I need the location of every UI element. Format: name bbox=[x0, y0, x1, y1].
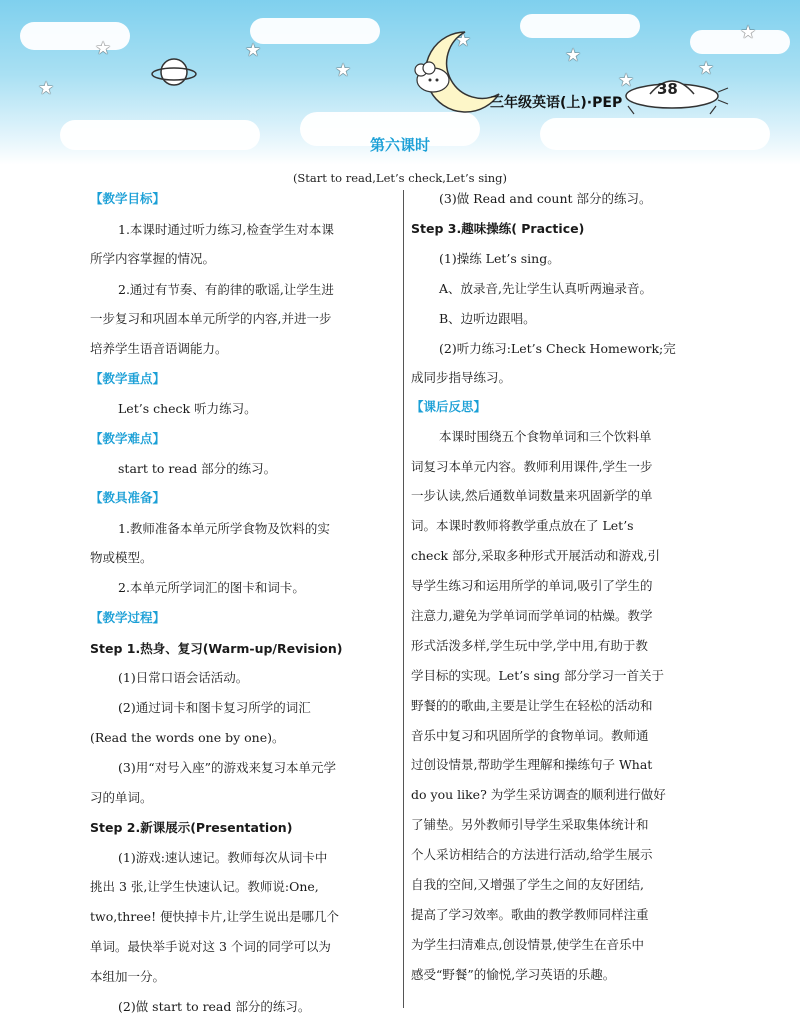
step-heading: Step 1.热身、复习(Warm-up/Revision) bbox=[90, 641, 343, 656]
star-icon: ★ bbox=[95, 38, 112, 59]
paragraph-line: A、放录音,先让学生认真听两遍录音。 bbox=[439, 281, 653, 296]
paragraph-line: 物或模型。 bbox=[90, 550, 153, 565]
paragraph-line: (2)通过词卡和图卡复习所学的词汇 bbox=[118, 700, 311, 715]
star-icon: ★ bbox=[38, 78, 55, 99]
reflection-line: 导学生练习和运用所学的单词,吸引了学生的 bbox=[411, 578, 653, 593]
cloud-decoration bbox=[250, 18, 380, 44]
reflection-line: 一步认读,然后通数单词数量来巩固新学的单 bbox=[411, 488, 653, 503]
reflection-line: 野餐的的歌曲,主要是让学生在轻松的活动和 bbox=[411, 698, 653, 713]
reflection-line: 注意力,避免为学单词而学单词的枯燥。教学 bbox=[411, 608, 653, 623]
star-icon: ★ bbox=[698, 58, 715, 79]
reflection-line: 音乐中复习和巩固所学的食物单词。教师通 bbox=[411, 728, 649, 743]
paragraph-line: (1)游戏:速认速记。教师每次从词卡中 bbox=[118, 850, 328, 865]
section-heading: 【教学难点】 bbox=[90, 431, 166, 446]
reflection-line: 形式活泼多样,学生玩中学,学中用,有助于教 bbox=[411, 638, 648, 653]
paragraph-line: B、边听边跟唱。 bbox=[439, 311, 536, 326]
paragraph-line: 1.本课时通过听力练习,检查学生对本课 bbox=[118, 222, 334, 237]
paragraph-line: 培养学生语音语调能力。 bbox=[90, 341, 228, 356]
reflection-line: 词。本课时教师将教学重点放在了 Let’s bbox=[411, 518, 634, 533]
paragraph-line: 一步复习和巩固本单元所学的内容,并进一步 bbox=[90, 311, 332, 326]
star-icon: ★ bbox=[335, 60, 352, 81]
section-heading: 【教具准备】 bbox=[90, 490, 166, 505]
step-heading: Step 3.趣味操练( Practice) bbox=[411, 221, 585, 236]
reflection-line: 了铺垫。另外教师引导学生采取集体统计和 bbox=[411, 817, 649, 832]
paragraph-line: (2)听力练习:Let’s Check Homework;完 bbox=[439, 341, 676, 356]
reflection-line: do you like? 为学生采访调查的顺利进行做好 bbox=[411, 787, 666, 802]
paragraph-line: (3)用“对号入座”的游戏来复习本单元学 bbox=[118, 760, 336, 775]
star-icon: ★ bbox=[740, 22, 757, 43]
paragraph-line: (3)做 Read and count 部分的练习。 bbox=[439, 191, 652, 206]
star-icon: ★ bbox=[245, 40, 262, 61]
paragraph-line: 成同步指导练习。 bbox=[411, 370, 512, 385]
paragraph-line: (1)操练 Let’s sing。 bbox=[439, 251, 560, 266]
paragraph-line: two,three! 便快掉卡片,让学生说出是哪几个 bbox=[90, 909, 340, 924]
page-number: 38 bbox=[657, 80, 678, 98]
paragraph-line: 1.教师准备本单元所学食物及饮料的实 bbox=[118, 521, 330, 536]
step-heading: Step 2.新课展示(Presentation) bbox=[90, 820, 293, 835]
grade-label: 三年级英语(上)·PEP bbox=[490, 95, 623, 111]
lesson-subtitle: (Start to read,Let’s check,Let’s sing) bbox=[292, 171, 508, 185]
column-divider bbox=[403, 190, 404, 1008]
star-icon: ★ bbox=[618, 70, 635, 91]
paragraph-line: (Read the words one by one)。 bbox=[90, 730, 285, 745]
paragraph-line: 本组加一分。 bbox=[90, 969, 166, 984]
reflection-line: 感受“野餐”的愉悦,学习英语的乐趣。 bbox=[411, 967, 616, 982]
star-icon: ★ bbox=[455, 30, 472, 51]
paragraph-line: 2.本单元所学词汇的图卡和词卡。 bbox=[118, 580, 305, 595]
reflection-line: 自我的空间,又增强了学生之间的友好团结, bbox=[411, 877, 644, 892]
lesson-title: 第六课时 bbox=[369, 136, 430, 154]
reflection-line: 本课时围绕五个食物单词和三个饮料单 bbox=[439, 429, 652, 444]
star-icon: ★ bbox=[565, 45, 582, 66]
section-heading: 【课后反思】 bbox=[411, 399, 487, 414]
section-heading: 【教学重点】 bbox=[90, 371, 166, 386]
reflection-line: check 部分,采取多种形式开展活动和游戏,引 bbox=[411, 548, 660, 563]
cloud-decoration bbox=[20, 22, 130, 50]
paragraph-line: 所学内容掌握的情况。 bbox=[90, 251, 216, 266]
section-heading: 【教学过程】 bbox=[90, 610, 166, 625]
paragraph-line: 习的单词。 bbox=[90, 790, 153, 805]
paragraph-line: 2.通过有节奏、有韵律的歌谣,让学生进 bbox=[118, 282, 334, 297]
reflection-line: 过创设情景,帮助学生理解和操练句子 What bbox=[411, 757, 653, 772]
section-heading: 【教学目标】 bbox=[90, 191, 166, 206]
planet-icon bbox=[150, 48, 198, 96]
paragraph-line: (2)做 start to read 部分的练习。 bbox=[118, 999, 311, 1014]
paragraph-line: Let’s check 听力练习。 bbox=[118, 401, 257, 416]
cloud-decoration bbox=[520, 14, 640, 38]
paragraph-line: (1)日常口语会话活动。 bbox=[118, 670, 249, 685]
paragraph-line: 单词。最快举手说对这 3 个词的同学可以为 bbox=[90, 939, 331, 954]
paragraph-line: 挑出 3 张,让学生快速认记。教师说:One, bbox=[90, 879, 319, 894]
reflection-line: 提高了学习效率。歌曲的教学教师同样注重 bbox=[411, 907, 649, 922]
reflection-line: 为学生扫清难点,创设情景,使学生在音乐中 bbox=[411, 937, 644, 952]
reflection-line: 学目标的实现。Let’s sing 部分学习一首关于 bbox=[411, 668, 665, 683]
moon-mouse-icon bbox=[395, 28, 505, 116]
paragraph-line: start to read 部分的练习。 bbox=[118, 461, 277, 476]
reflection-line: 词复习本单元内容。教师利用课件,学生一步 bbox=[411, 459, 653, 474]
reflection-line: 个人采访相结合的方法进行活动,给学生展示 bbox=[411, 847, 653, 862]
